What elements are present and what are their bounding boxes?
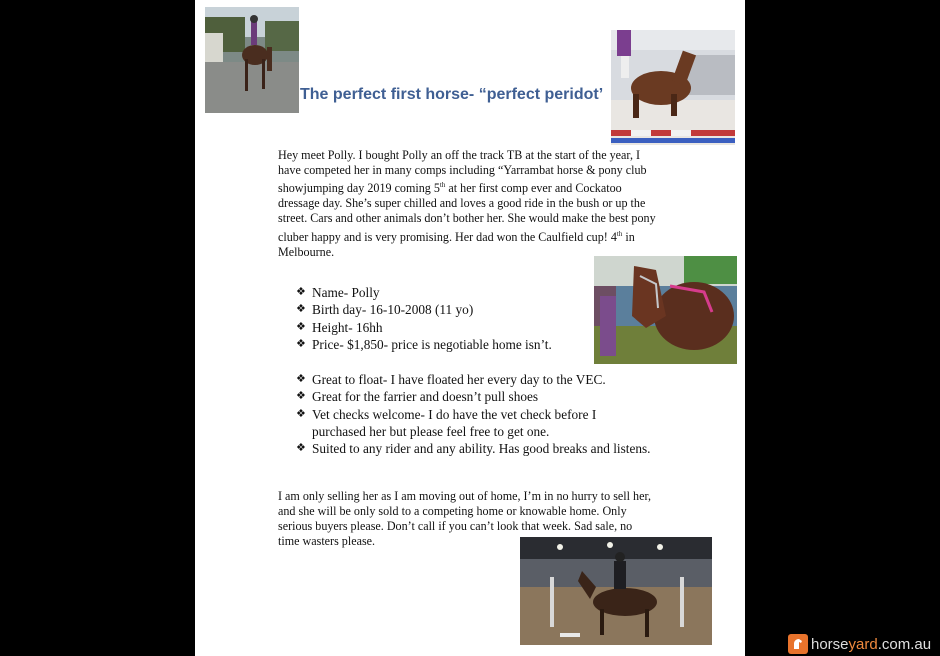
bullet-diamond-icon: ❖	[296, 337, 306, 350]
feature-vet-checks: Vet checks welcome- I do have the vet check before I purchased her but please feel free to get one.	[312, 406, 597, 439]
intro-text-part-1: Hey meet Polly. I bought Polly an off the track TB at the start of the year, I have competed her in many comps including “Yarrambat horse & pony club showjumping day 2019 coming 5	[278, 148, 647, 196]
detail-birthday: Birth day- 16-10-2008 (11 yo)	[312, 302, 474, 318]
horse-photo-driveway	[205, 7, 299, 113]
detail-height: Height- 16hh	[312, 319, 383, 335]
intro-paragraph	[278, 148, 663, 260]
detail-price: Price- $1,850- price is negotiable home isn’t.	[312, 336, 552, 352]
feature-farrier: Great for the farrier and doesn’t pull shoes	[312, 389, 539, 405]
document-title: The perfect first horse- “perfect peridot’	[300, 86, 604, 103]
horse-photo-portrait	[594, 256, 737, 364]
feature-suited-any-rider: Suited to any rider and any ability. Has good breaks and listens.	[312, 441, 651, 457]
list-item	[296, 319, 606, 336]
wordmark-accent: yard	[848, 635, 878, 653]
horseyard-wordmark	[811, 636, 931, 653]
list-item	[296, 406, 652, 441]
detail-name: Name- Polly	[312, 285, 380, 300]
list-item	[296, 371, 656, 388]
intro-text-part-2: at her first comp ever and Cockatoo dressage day. She’s super chilled and loves a good ride in the bush or up the street. Cars and other animals don’t bother her. She would make the best pony cluber happy and is very promising. Her dad won the Caulfield cup! 4	[278, 181, 656, 244]
horse-details-list	[296, 284, 606, 353]
bullet-diamond-icon: ❖	[296, 390, 306, 403]
wordmark-part: horse	[811, 635, 849, 653]
bullet-diamond-icon: ❖	[296, 407, 306, 420]
list-item	[296, 336, 606, 353]
bullet-diamond-icon: ❖	[296, 286, 306, 298]
horse-features-list	[296, 371, 656, 457]
horse-photo-jumping	[611, 30, 735, 145]
bullet-diamond-icon: ❖	[296, 320, 306, 333]
bullet-diamond-icon: ❖	[296, 373, 306, 385]
bullet-diamond-icon: ❖	[296, 442, 306, 455]
horseyard-watermark	[788, 633, 931, 655]
list-item	[296, 284, 606, 301]
list-item	[296, 301, 606, 318]
wordmark-domain: .com.au	[877, 635, 932, 653]
closing-paragraph: I am only selling her as I am moving out of home, I’m in no hurry to sell her, and she will be only sold to a competing home or knowable home. Only serious buyers please. Don’t call if you can’t look that week. Sad sale, no time wasters please.	[278, 489, 652, 549]
horseyard-logo-icon	[788, 634, 808, 654]
list-item	[296, 388, 656, 405]
feature-float: Great to float- I have floated her every day to the VEC.	[312, 372, 606, 387]
ordinal-suffix: th	[616, 229, 623, 238]
list-item	[296, 440, 657, 457]
ordinal-suffix: th	[439, 181, 446, 190]
bullet-diamond-icon: ❖	[296, 303, 306, 316]
intro-text-part-3: in Melbourne.	[278, 229, 635, 259]
horse-photo-arena	[520, 537, 712, 645]
